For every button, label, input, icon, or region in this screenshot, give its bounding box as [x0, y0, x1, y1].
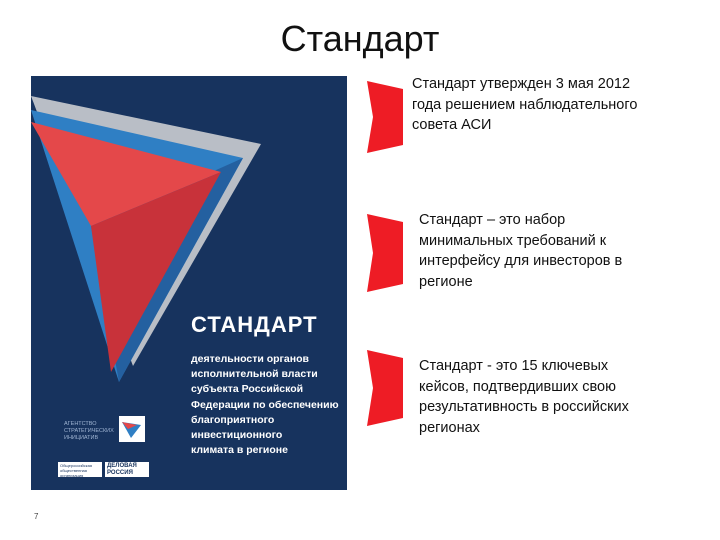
page-number: 7 — [34, 512, 39, 521]
bullet-line: интерфейсу для инвесторов в — [419, 253, 623, 269]
bullet-2 — [419, 210, 622, 292]
red-marker-icon — [367, 81, 403, 153]
cover-subtitle-line: исполнительной власти — [191, 368, 318, 381]
book-cover — [31, 76, 347, 490]
red-marker-icon — [367, 350, 403, 426]
bullet-line: регионах — [419, 419, 480, 436]
bullet-line: Стандарт - это 15 ключевых — [419, 358, 609, 374]
cover-subtitle-line: инвестиционного — [191, 429, 283, 442]
cover-subtitle-line: деятельности органов — [191, 353, 309, 365]
bullet-line: кейсов, подтвердивших свою — [419, 378, 616, 395]
asi-label: АГЕНТСТВО СТРАТЕГИЧЕСКИХ ИНИЦИАТИВ — [64, 421, 114, 441]
cover-subtitle-line: Федерации по обеспечению — [191, 398, 339, 411]
asi-logo-icon — [119, 416, 145, 442]
partner-logos — [58, 460, 150, 478]
delovaya-rossiya-logo: ДЕЛОВАЯ РОССИЯ — [105, 462, 149, 477]
red-marker-icon — [367, 214, 403, 292]
cover-subtitle — [191, 352, 341, 458]
opora-logo: Общероссийская общественная организация — [58, 462, 102, 477]
bullet-3 — [419, 356, 629, 438]
bullet-line: Стандарт – это набор — [419, 212, 566, 228]
bullet-line: регионе — [419, 273, 473, 290]
bullet-line: результативность в российских — [419, 399, 629, 415]
slide-title: Стандарт — [280, 18, 440, 59]
bullet-line: года решением наблюдательного — [412, 96, 638, 113]
bullet-1 — [412, 74, 637, 136]
cover-subtitle-line: климата в регионе — [191, 444, 288, 457]
bullet-line: минимальных требований к — [419, 232, 607, 249]
bullet-line: совета АСИ — [412, 117, 492, 133]
cover-title: СТАНДАРТ — [191, 312, 318, 337]
cover-subtitle-line: благоприятного — [191, 413, 275, 426]
bullet-line: Стандарт утвержден 3 мая 2012 — [412, 76, 631, 92]
cover-subtitle-line: субъекта Российской — [191, 383, 304, 396]
